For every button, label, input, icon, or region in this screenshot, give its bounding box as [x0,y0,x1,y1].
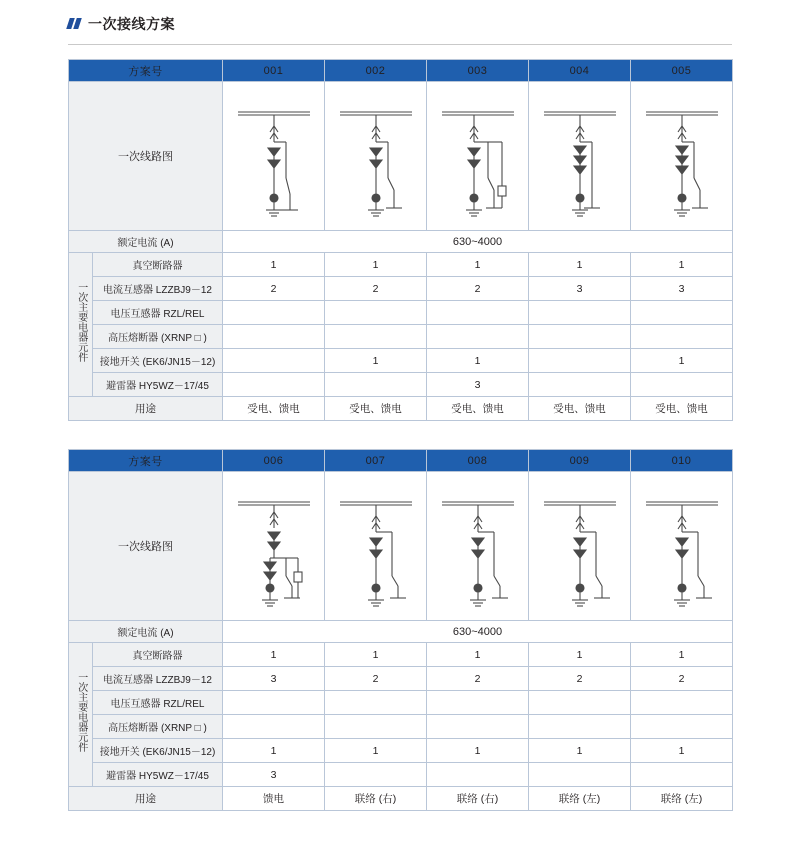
component-earth-004 [529,349,631,373]
rated-current-row [69,231,733,253]
component-ct-005: 3 [631,277,733,301]
header-scheme-no-2: 方案号 [69,450,223,472]
usage-004: 受电、馈电 [529,397,631,421]
scheme-table-2-wrap [68,449,732,811]
component-vcb-003: 1 [427,253,529,277]
component-pt-005 [631,301,733,325]
header-scheme-004: 004 [529,60,631,82]
component-pt-009 [529,691,631,715]
component-row-1 [69,253,733,277]
rated-current-value-2: 630~4000 [223,621,733,643]
component-ct-002: 2 [325,277,427,301]
component-arrester-002 [325,373,427,397]
diagram-scheme-002 [325,82,427,231]
component-pt-002 [325,301,427,325]
header-scheme-005: 005 [631,60,733,82]
component-ct-004: 3 [529,277,631,301]
usage-007: 联络 (右) [325,787,427,811]
component-vcb-005: 1 [631,253,733,277]
diagram-scheme-008 [427,472,529,621]
usage-003: 受电、馈电 [427,397,529,421]
component-ct-010: 2 [631,667,733,691]
component-row-3 [69,301,733,325]
rated-current-row-2 [69,621,733,643]
component-pt-007 [325,691,427,715]
component-fuse-005 [631,325,733,349]
component-arrester-009 [529,763,631,787]
component-earth-007: 1 [325,739,427,763]
usage-009: 联络 (左) [529,787,631,811]
title-accent-icon [68,18,80,30]
component-earth-010: 1 [631,739,733,763]
component-group-text-2: 一次主要电器元件 [75,672,87,753]
diagram-scheme-006 [223,472,325,621]
component-fuse-007 [325,715,427,739]
usage-row [69,397,733,421]
header-scheme-007: 007 [325,450,427,472]
diagram-scheme-005 [631,82,733,231]
component-ct-003: 2 [427,277,529,301]
header-scheme-no: 方案号 [69,60,223,82]
component-pt-008 [427,691,529,715]
component-fuse-003 [427,325,529,349]
component-fuse-001 [223,325,325,349]
component-fuse-004 [529,325,631,349]
header-scheme-010: 010 [631,450,733,472]
component-group-label-2 [69,643,93,787]
component-label-pt: 电压互感器 RZL/REL [93,301,223,325]
component-vcb-006: 1 [223,643,325,667]
component-label-arrester-2: 避雷器 HY5WZ－17/45 [93,763,223,787]
component-row-6 [69,373,733,397]
component-fuse-006 [223,715,325,739]
component-vcb-009: 1 [529,643,631,667]
component-vcb-008: 1 [427,643,529,667]
rated-current-value: 630~4000 [223,231,733,253]
usage-008: 联络 (右) [427,787,529,811]
component-group-text: 一次主要电器元件 [75,282,87,363]
header-scheme-003: 003 [427,60,529,82]
diagram-scheme-001 [223,82,325,231]
component-row-2-2 [69,667,733,691]
component-ct-008: 2 [427,667,529,691]
page-title: 一次接线方案 [88,16,175,32]
header-scheme-001: 001 [223,60,325,82]
component-pt-010 [631,691,733,715]
component-row-2 [69,277,733,301]
diagram-row-label-2: 一次线路图 [69,472,223,621]
component-pt-003 [427,301,529,325]
table-header-row-2 [69,450,733,472]
component-vcb-004: 1 [529,253,631,277]
component-vcb-001: 1 [223,253,325,277]
component-ct-007: 2 [325,667,427,691]
component-arrester-007 [325,763,427,787]
scheme-table-2 [68,449,733,811]
component-row-2-6 [69,763,733,787]
component-row-2-3 [69,691,733,715]
component-earth-002: 1 [325,349,427,373]
component-fuse-010 [631,715,733,739]
table-header-row [69,60,733,82]
component-label-fuse-2: 高压熔断器 (XRNP □ ) [93,715,223,739]
usage-006: 馈电 [223,787,325,811]
component-label-earth-switch: 接地开关 (EK6/JN15－12) [93,349,223,373]
diagram-scheme-007 [325,472,427,621]
component-row-4 [69,325,733,349]
header-scheme-008: 008 [427,450,529,472]
component-pt-004 [529,301,631,325]
component-label-vcb-2: 真空断路器 [93,643,223,667]
component-vcb-010: 1 [631,643,733,667]
component-earth-005: 1 [631,349,733,373]
component-arrester-003: 3 [427,373,529,397]
rated-current-label: 额定电流 (A) [69,231,223,253]
header-scheme-006: 006 [223,450,325,472]
diagram-scheme-010 [631,472,733,621]
component-ct-009: 2 [529,667,631,691]
diagram-row-label: 一次线路图 [69,82,223,231]
component-arrester-010 [631,763,733,787]
component-label-ct-2: 电流互感器 LZZBJ9－12 [93,667,223,691]
component-ct-006: 3 [223,667,325,691]
component-fuse-002 [325,325,427,349]
scheme-table-1 [68,59,733,421]
component-label-vcb: 真空断路器 [93,253,223,277]
component-label-arrester: 避雷器 HY5WZ－17/45 [93,373,223,397]
component-earth-003: 1 [427,349,529,373]
component-row-2-1 [69,643,733,667]
component-pt-006 [223,691,325,715]
usage-row-2 [69,787,733,811]
diagram-row [69,82,733,231]
component-arrester-006: 3 [223,763,325,787]
usage-010: 联络 (左) [631,787,733,811]
usage-label: 用途 [69,397,223,421]
component-vcb-007: 1 [325,643,427,667]
component-row-2-4 [69,715,733,739]
diagram-scheme-009 [529,472,631,621]
component-earth-001 [223,349,325,373]
component-label-earth-switch-2: 接地开关 (EK6/JN15－12) [93,739,223,763]
component-earth-008: 1 [427,739,529,763]
title-divider [68,44,732,45]
component-label-fuse: 高压熔断器 (XRNP □ ) [93,325,223,349]
diagram-row-2 [69,472,733,621]
usage-001: 受电、馈电 [223,397,325,421]
diagram-scheme-004 [529,82,631,231]
usage-005: 受电、馈电 [631,397,733,421]
table-gap [0,421,800,449]
diagram-scheme-003 [427,82,529,231]
component-fuse-009 [529,715,631,739]
rated-current-label-2: 额定电流 (A) [69,621,223,643]
component-earth-006: 1 [223,739,325,763]
component-row-2-5 [69,739,733,763]
component-earth-009: 1 [529,739,631,763]
page-title-row [0,0,800,44]
component-ct-001: 2 [223,277,325,301]
header-scheme-009: 009 [529,450,631,472]
component-group-label [69,253,93,397]
header-scheme-002: 002 [325,60,427,82]
component-arrester-008 [427,763,529,787]
component-fuse-008 [427,715,529,739]
component-vcb-002: 1 [325,253,427,277]
scheme-table-1-wrap [68,59,732,421]
component-arrester-004 [529,373,631,397]
component-arrester-005 [631,373,733,397]
usage-002: 受电、馈电 [325,397,427,421]
component-pt-001 [223,301,325,325]
usage-label-2: 用途 [69,787,223,811]
component-arrester-001 [223,373,325,397]
component-row-5 [69,349,733,373]
component-label-pt-2: 电压互感器 RZL/REL [93,691,223,715]
component-label-ct: 电流互感器 LZZBJ9－12 [93,277,223,301]
